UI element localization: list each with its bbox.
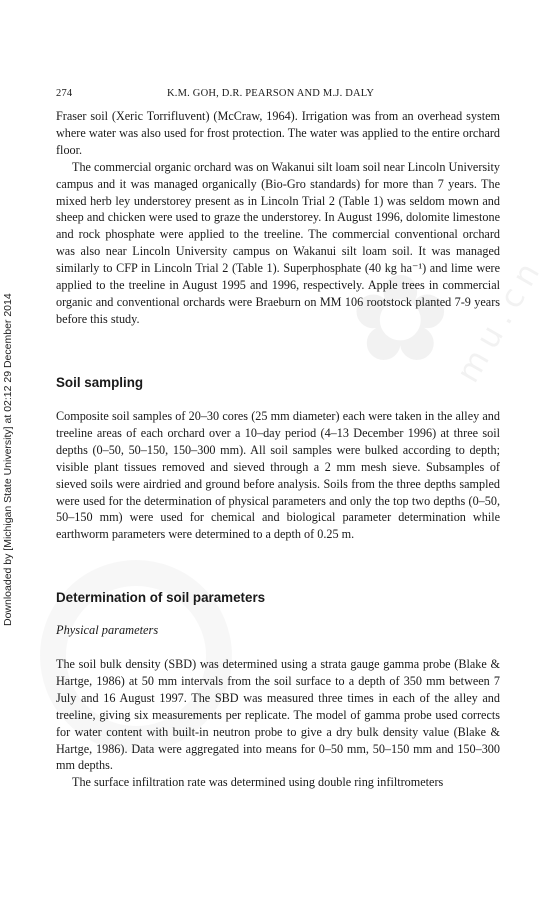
- intro-text: [56, 108, 500, 328]
- download-notice: Downloaded by [Michigan State University] at 02:12 29 December 2014: [2, 293, 14, 627]
- watermark-glyph: ✿: [350, 250, 451, 389]
- paragraph: The soil bulk density (SBD) was determined using a strata gauge gamma probe (Blake & Hartge, 1986) at 50 mm intervals from the soil surface to a depth of 350 mm between 7 July and 16 August 1997. The SBD was measured three times in each of the alley and treeline, giving six measurements per replicate. The model of gamma probe used corrects for water content with built-in neutron probe to give a dry bulk density value (Blake & Hartge, 1986). Data were aggregated into means for 0–50 mm, 50–150 mm and 150–300 mm depths.: [56, 657, 500, 773]
- soil-sampling-text: [56, 408, 500, 543]
- section-heading-determination: Determination of soil parameters: [56, 590, 266, 605]
- paragraph: The surface infiltration rate was determined using double ring infiltrometers: [72, 775, 444, 790]
- watermark-text: mu.cn: [448, 249, 552, 389]
- page-number: 274: [56, 88, 73, 99]
- page-header: [56, 88, 500, 102]
- subheading-physical-parameters: Physical parameters: [56, 623, 159, 637]
- physical-parameters-text: [56, 656, 500, 791]
- section-heading-soil-sampling: Soil sampling: [56, 375, 144, 390]
- paragraph: Fraser soil (Xeric Torrifluvent) (McCraw, 1964). Irrigation was from an overhead system where water was also used for frost protection. The water was applied to the entire orchard floor.: [56, 109, 500, 157]
- running-title: K.M. GOH, D.R. PEARSON AND M.J. DALY: [167, 88, 375, 99]
- paragraph: Composite soil samples of 20–30 cores (25 mm diameter) each were taken in the alley and treeline areas of each orchard over a 10–day period (4–13 December 1996) at three soil depths (0–50, 50–150, 150–300 mm). All soil samples were bulked according to depth; visible plant tissues removed and sieved through a 2 mm mesh sieve. Subsamples of sieved soils were airdried and ground before analysis. Soils from the three depths sampled were used for the determination of physical parameters and only the top two depths (0–50, 50–150 mm) were used for chemical and biological parameter determination while earthworm parameters were determined to a depth of 0.25 m.: [56, 409, 500, 542]
- paragraph: The commercial organic orchard was on Wakanui silt loam soil near Lincoln University campus and it was managed organically (Bio-Gro standards) for more than 7 years. The mixed herb ley understorey present as in Lincoln Trial 2 (Table 1) was seldom mown and sheep and chicken were used to graze the understorey. In August 1996, dolomite limestone and rock phosphate were applied to the treeline. The commercial conventional orchard was also near Lincoln University campus on Wakanui silt loam soil. It was managed similarly to CFP in Lincoln Trial 2 (Table 1). Superphosphate (40 kg ha⁻¹) and lime were applied to the treeline in August 1995 and 1996, respectively. Apple trees in commercial organic and conventional orchards were Braeburn on MM 106 rootstock planted 7-9 years before this study.: [56, 159, 500, 326]
